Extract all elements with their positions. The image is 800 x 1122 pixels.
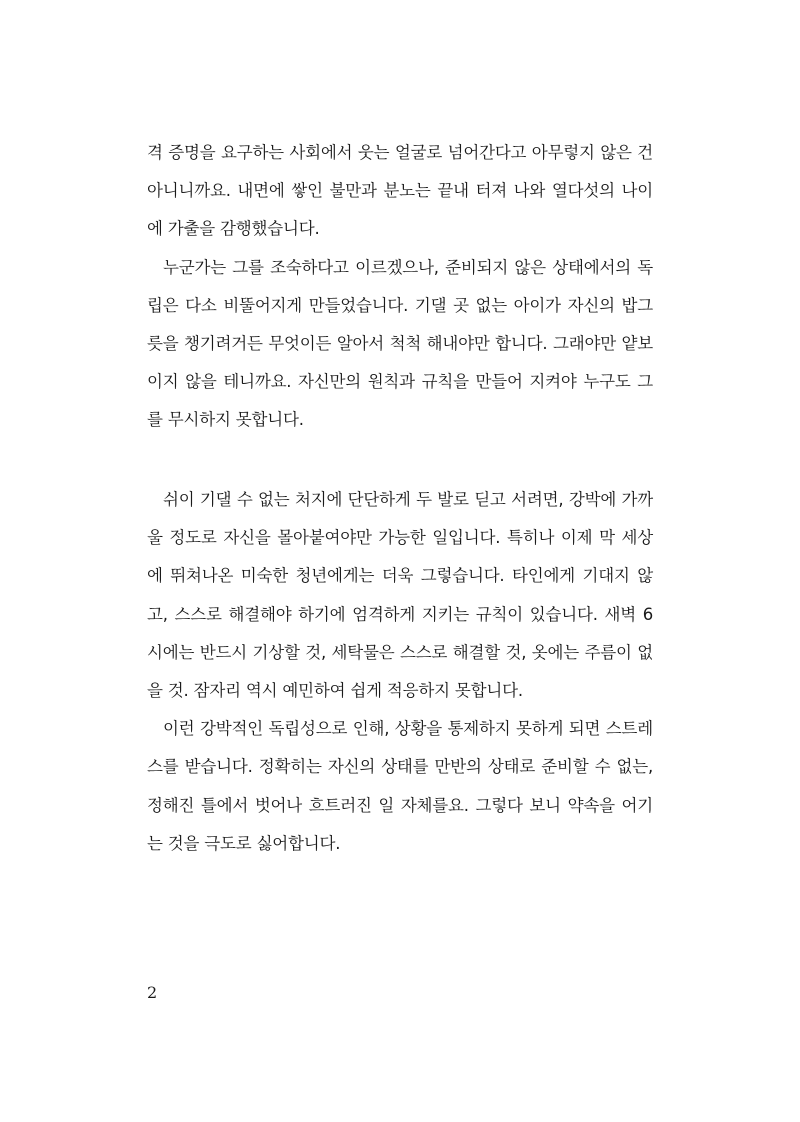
paragraph-4: 이런 강박적인 독립성으로 인해, 상황을 통제하지 못하게 되면 스트레스를 받습니다. 정확히는 자신의 상태를 만반의 상태로 준비할 수 없는, 정해진 틀에서 벗어나 흐트러진 일 자체를요. 그렇다 보니 약속을 어기는 것을 극도로 싫어합니다. <box>147 719 653 853</box>
page-number: 2 <box>147 983 158 1002</box>
text-section-2 <box>147 481 653 863</box>
paragraph-3: 쉬이 기댈 수 없는 처지에 단단하게 두 발로 딛고 서려면, 강박에 가까울 정도로 자신을 몰아붙여야만 가능한 일입니다. 특히나 이제 막 세상에 뛰쳐나온 미숙한 청년에게는 더욱 그렇습니다. 타인에게 기대지 않고, 스스로 해결해야 하기에 엄격하게 지키는 규칙이 있습니다. 새벽 6시에는 반드시 기상할 것, 세탁물은 스스로 해결할 것, 옷에는 주름이 없을 것. 잠자리 역시 예민하여 쉽게 적응하지 못합니다. <box>147 490 653 701</box>
text-section-1 <box>147 134 653 440</box>
paragraph-1: 격 증명을 요구하는 사회에서 웃는 얼굴로 넘어간다고 아무렇지 않은 건 아니니까요. 내면에 쌓인 불만과 분노는 끝내 터져 나와 열다섯의 나이에 가출을 감행했습니다. <box>147 143 653 239</box>
paragraph-2: 누군가는 그를 조숙하다고 이르겠으나, 준비되지 않은 상태에서의 독립은 다소 비뚤어지게 만들었습니다. 기댈 곳 없는 아이가 자신의 밥그릇을 챙기려거든 무엇이든 알아서 척척 해내야만 합니다. 그래야만 얕보이지 않을 테니까요. 자신만의 원칙과 규칙을 만들어 지켜야 누구도 그를 무시하지 못합니다. <box>147 257 654 430</box>
